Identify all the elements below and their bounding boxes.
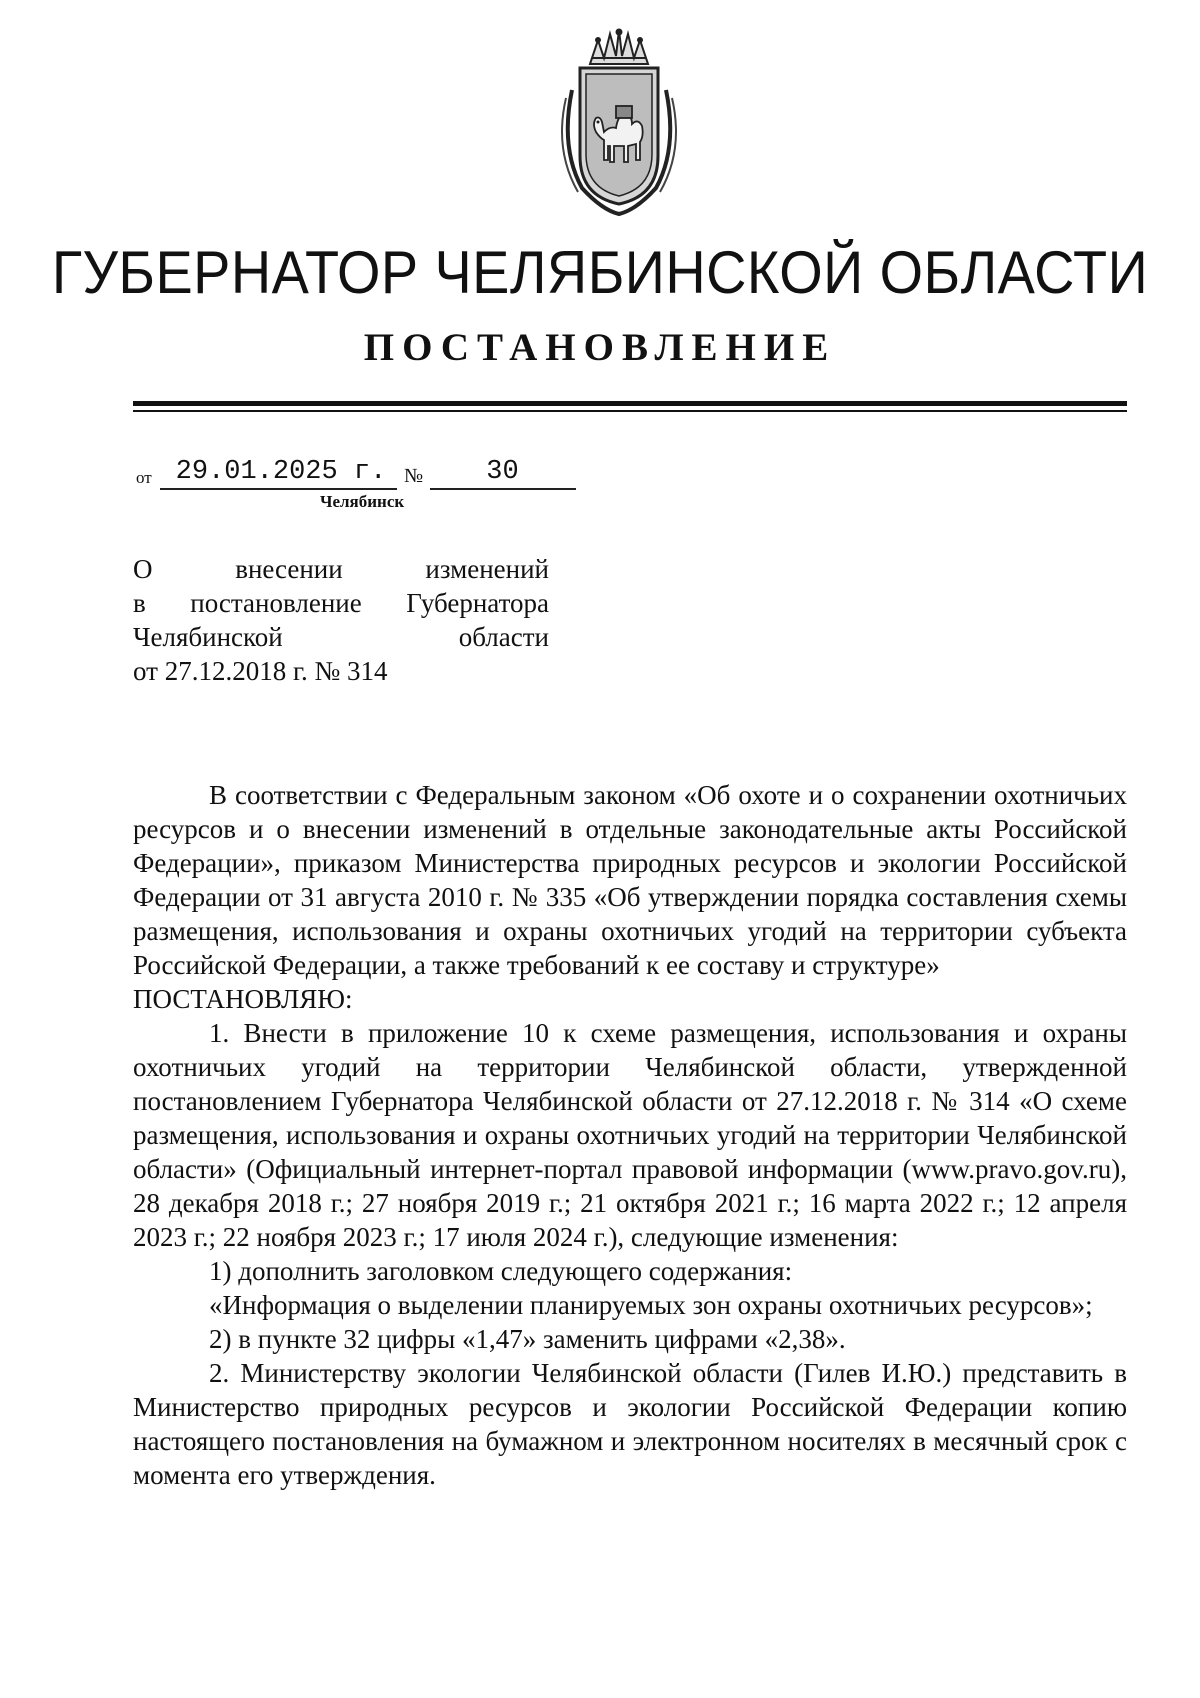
preamble-paragraph: В соответствии с Федеральным законом «Об охоте и о сохранении охотничьих ресурсов и о внесении изменений в отдельные законодательные акты Российской Федерации», приказом Министерства природных ресурсов и экологии Российской Федерации от 31 августа 2010 г. № 335 «Об утверждении порядка составления схемы размещения, использования и охраны охотничьих угодий на территории субъекта Российской Федерации, а также требований к ее составу и структуре» (133, 780, 1127, 980)
resolve-heading: ПОСТАНОВЛЯЮ: (133, 984, 353, 1014)
clause-1-item-2: 2) в пункте 32 цифры «1,47» заменить цифрами «2,38». (209, 1324, 846, 1354)
document-body (133, 778, 1127, 1492)
subject-line: Челябинской области (133, 622, 549, 652)
clause-1-item-1: 1) дополнить заголовком следующего содержания: (209, 1256, 793, 1286)
number-underline (430, 488, 576, 490)
document-subject (133, 552, 549, 688)
subject-line: в постановление Губернатора (133, 588, 549, 618)
subject-line: от 27.12.2018 г. № 314 (133, 656, 388, 686)
coat-of-arms-emblem (552, 28, 687, 216)
date-from-label: от (136, 468, 152, 487)
number-label: № (404, 465, 424, 487)
clause-2-paragraph: 2. Министерству экологии Челябинской области (Гилев И.Ю.) представить в Министерство природных ресурсов и экологии Российской Федерации копию настоящего постановления на бумажном и электронном носителях в месячный срок с момента его утверждения. (133, 1358, 1127, 1490)
issue-city: Челябинск (320, 492, 405, 511)
clause-1-paragraph: 1. Внести в приложение 10 к схеме размещения, использования и охраны охотничьих угодий на территории Челябинской области, утвержденной постановлением Губернатора Челябинской области от 27.12.2018 г. № 314 «О схеме размещения, использования и охраны охотничьих угодий на территории Челябинской области» (Официальный интернет-портал правовой информации (www.pravo.gov.ru), 28 декабря 2018 г.; 27 ноября 2019 г.; 21 октября 2021 г.; 16 марта 2022 г.; 12 апреля 2023 г.; 22 ноября 2023 г.; 17 июля 2024 г.), следующие изменения: (133, 1018, 1127, 1252)
header-divider-thick (133, 401, 1127, 406)
document-date: 29.01.2025 г. (175, 457, 387, 487)
document-number: 30 (486, 457, 519, 487)
subject-line: О внесении изменений (133, 554, 549, 584)
clause-1-item-1-quote: «Информация о выделении планируемых зон охраны охотничьих ресурсов»; (209, 1290, 1093, 1320)
document-type-title: ПОСТАНОВЛЕНИЕ (363, 326, 837, 369)
date-underline (160, 488, 397, 490)
header-divider-thin (133, 410, 1127, 412)
issuer-title: ГУБЕРНАТОР ЧЕЛЯБИНСКОЙ ОБЛАСТИ (51, 239, 1149, 306)
